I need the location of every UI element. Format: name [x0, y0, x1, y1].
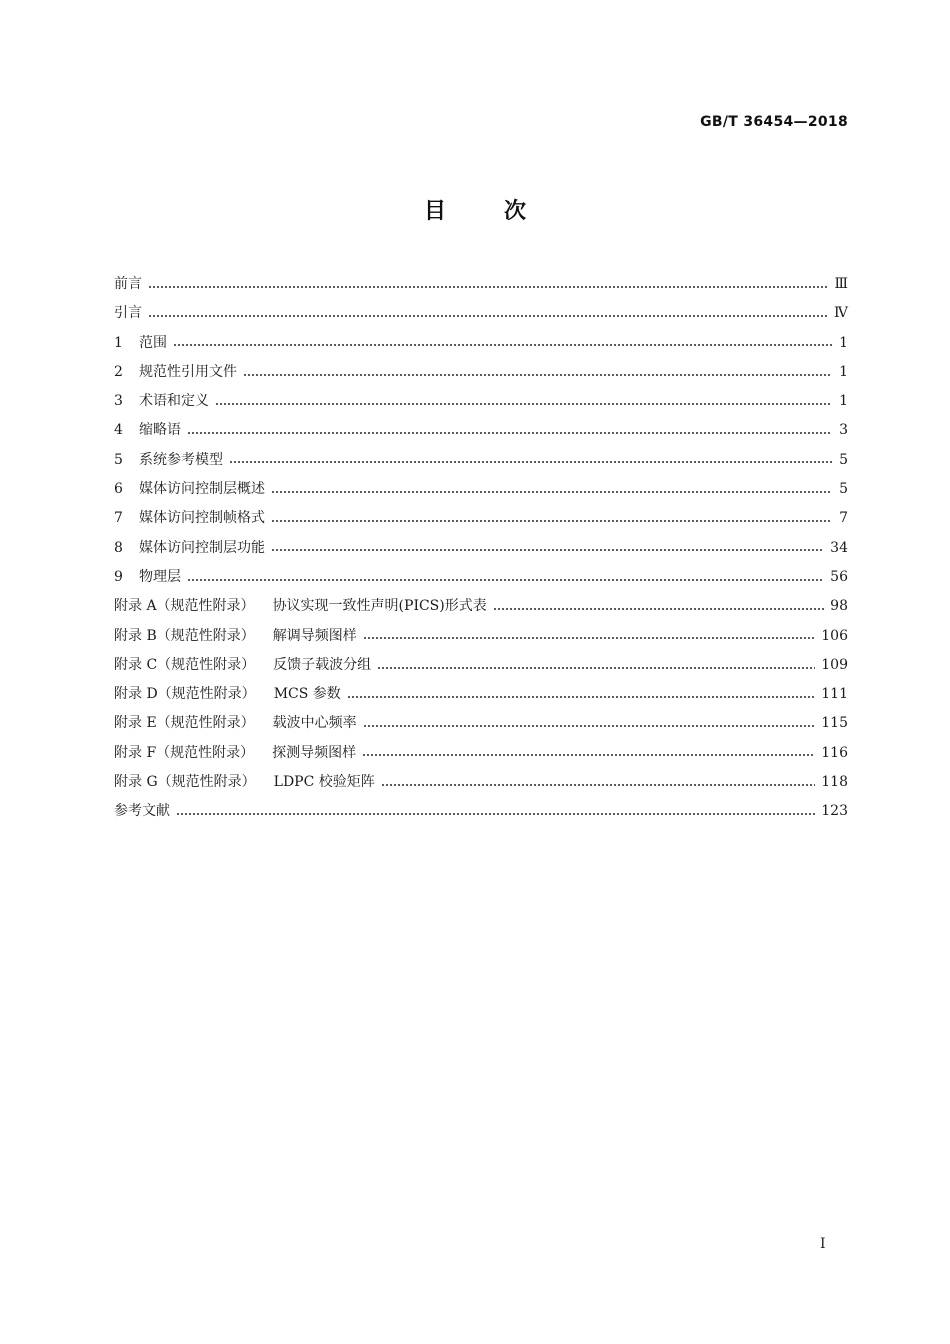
toc-dot-leader — [493, 608, 824, 610]
toc-dot-leader — [229, 461, 832, 463]
toc-entry-label: 术语和定义 — [139, 393, 209, 410]
toc-entry-number: 7 — [114, 510, 123, 527]
toc-entry[interactable] — [114, 680, 848, 709]
toc-entry-label: 媒体访问控制层概述 — [139, 481, 265, 498]
toc-entry-number: 9 — [114, 568, 123, 585]
toc-entry-label: 物理层 — [139, 568, 181, 585]
toc-entry-label: 附录 F（规范性附录） — [114, 744, 255, 761]
toc-entry[interactable] — [114, 651, 848, 680]
toc-entry-number: 1 — [114, 334, 123, 351]
toc-dot-leader — [173, 344, 832, 346]
toc-entry-annex-title: LDPC 校验矩阵 — [273, 774, 375, 791]
toc-dot-leader — [271, 549, 824, 551]
toc-entry-label: 范围 — [139, 334, 167, 351]
toc-entry-label: 引言 — [114, 305, 142, 322]
toc-entry-number: 2 — [114, 363, 123, 380]
toc-entry-label: 附录 D（规范性附录） — [114, 686, 256, 703]
toc-dot-leader — [148, 315, 828, 317]
toc-entry[interactable] — [114, 475, 848, 504]
toc-entry-page: 5 — [839, 481, 848, 498]
toc-entry[interactable] — [114, 534, 848, 563]
toc-entry-page: 109 — [821, 656, 848, 673]
toc-entry-page: 118 — [821, 774, 848, 791]
toc-dot-leader — [362, 754, 815, 756]
toc-entry-label: 前言 — [114, 276, 142, 292]
toc-entry-label: 附录 C（规范性附录） — [114, 656, 256, 673]
standard-number: GB/T 36454—2018 — [700, 114, 848, 130]
toc-entry-label: 附录 A（规范性附录） — [114, 598, 255, 615]
toc-entry-page: 5 — [839, 451, 848, 468]
toc-entry-page: 34 — [830, 539, 848, 556]
toc-entry[interactable] — [114, 299, 848, 328]
toc-entry-page: 1 — [839, 363, 848, 380]
toc-dot-leader — [148, 286, 828, 288]
toc-entry-page: Ⅳ — [834, 305, 848, 322]
toc-entry[interactable] — [114, 329, 848, 358]
toc-entry[interactable] — [114, 768, 848, 797]
toc-entry-label: 媒体访问控制层功能 — [139, 539, 265, 556]
toc-entry-annex-title: 反馈子载波分组 — [273, 656, 372, 673]
toc-dot-leader — [377, 667, 815, 669]
toc-entry[interactable] — [114, 416, 848, 445]
toc-entry-page: 1 — [839, 393, 848, 410]
toc-entry-page: 123 — [821, 803, 848, 820]
toc-entry-page: 7 — [839, 510, 848, 527]
toc-dot-leader — [271, 491, 832, 493]
toc-entry-page: 56 — [830, 568, 848, 585]
toc-entry[interactable] — [114, 446, 848, 475]
toc-entry-label: 规范性引用文件 — [139, 363, 237, 380]
toc-dot-leader — [347, 696, 815, 698]
toc-entry[interactable] — [114, 739, 848, 768]
toc-entry-label: 附录 E（规范性附录） — [114, 715, 255, 732]
toc-entry[interactable] — [114, 797, 848, 826]
toc-entry[interactable] — [114, 358, 848, 387]
toc-entry-page: 3 — [839, 422, 848, 439]
toc-entry-number: 4 — [114, 422, 123, 439]
toc-entry-annex-title: MCS 参数 — [273, 686, 341, 703]
toc-dot-leader — [176, 813, 815, 815]
toc-entry-page: 106 — [821, 627, 848, 644]
toc-dot-leader — [363, 637, 816, 639]
toc-entry-label: 附录 B（规范性附录） — [114, 627, 255, 644]
toc-entry-number: 6 — [114, 481, 123, 498]
page-title: 目次 — [423, 199, 584, 224]
toc-entry-number: 5 — [114, 451, 123, 468]
toc-entry-page: Ⅲ — [834, 276, 848, 292]
toc-dot-leader — [187, 579, 824, 581]
toc-entry[interactable] — [114, 622, 848, 651]
toc-dot-leader — [363, 725, 816, 727]
toc-entry-page: 111 — [821, 686, 848, 703]
toc-entry-page: 115 — [821, 715, 848, 732]
toc-entry-number: 8 — [114, 539, 123, 556]
toc-entry-label: 参考文献 — [114, 803, 170, 820]
toc-entry-label: 系统参考模型 — [139, 451, 223, 468]
toc-entry[interactable] — [114, 387, 848, 416]
toc-dot-leader — [215, 403, 832, 405]
toc-entry-page: 1 — [839, 334, 848, 351]
table-of-contents — [114, 270, 848, 827]
toc-entry-page: 98 — [830, 598, 848, 615]
footer-page-number: I — [820, 1236, 826, 1252]
toc-entry-page: 116 — [821, 744, 848, 761]
toc-entry[interactable] — [114, 270, 848, 299]
toc-entry-label: 缩略语 — [139, 422, 181, 439]
toc-entry-annex-title: 解调导频图样 — [272, 627, 357, 644]
toc-entry-number: 3 — [114, 393, 123, 410]
toc-dot-leader — [243, 374, 832, 376]
toc-entry-annex-title: 探测导频图样 — [272, 744, 357, 761]
toc-entry[interactable] — [114, 504, 848, 533]
toc-entry[interactable] — [114, 563, 848, 592]
toc-entry-annex-title: 协议实现一致性声明(PICS)形式表 — [272, 598, 487, 615]
toc-dot-leader — [187, 432, 832, 434]
toc-entry[interactable] — [114, 592, 848, 621]
toc-entry[interactable] — [114, 709, 848, 738]
toc-entry-label: 附录 G（规范性附录） — [114, 774, 256, 791]
toc-dot-leader — [271, 520, 832, 522]
toc-entry-label: 媒体访问控制帧格式 — [139, 510, 265, 527]
toc-dot-leader — [381, 784, 816, 786]
toc-entry-annex-title: 载波中心频率 — [272, 715, 357, 732]
